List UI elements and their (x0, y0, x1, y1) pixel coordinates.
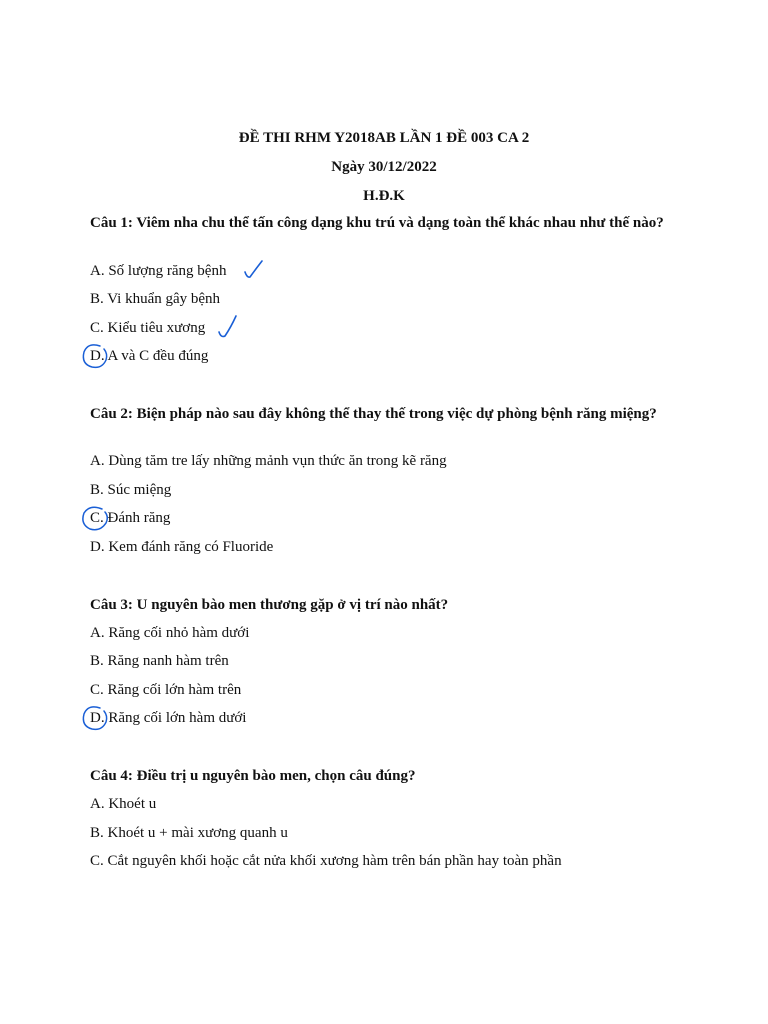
q2-option-d: D. Kem đánh răng có Fluoride (90, 539, 274, 555)
q4-option-b: B. Khoét u + mài xương quanh u (90, 825, 288, 841)
q2-option-c: C. Đánh răng (90, 510, 171, 526)
q3-option-a: A. Răng cối nhỏ hàm dưới (90, 625, 250, 641)
question-1: Câu 1: Viêm nha chu thể tấn công dạng khu trú và dạng toàn thể khác nhau như thế nào? (90, 215, 664, 231)
question-4: Câu 4: Điều trị u nguyên bào men, chọn câu đúng? (90, 768, 416, 784)
q3-option-b: B. Răng nanh hàm trên (90, 653, 229, 669)
check-mark-icon-q1c (214, 312, 242, 342)
q4-option-c: C. Cắt nguyên khối hoặc cắt nửa khối xương hàm trên bán phần hay toàn phần (90, 853, 562, 869)
q1-option-a: A. Số lượng răng bệnh (90, 263, 227, 279)
q3-option-d: D. Răng cối lớn hàm dưới (90, 710, 247, 726)
question-3: Câu 3: U nguyên bào men thương gặp ở vị trí nào nhất? (90, 597, 449, 613)
q3-option-c: C. Răng cối lớn hàm trên (90, 682, 242, 698)
q4-option-a: A. Khoét u (90, 796, 157, 812)
q2-option-b: B. Súc miệng (90, 482, 172, 498)
q1-option-c: C. Kiểu tiêu xương (90, 320, 206, 336)
q1-option-b: B. Vi khuẩn gây bệnh (90, 291, 221, 307)
q1-option-d: D. A và C đều đúng (90, 348, 209, 364)
exam-initials: H.Đ.K (363, 188, 405, 204)
question-2: Câu 2: Biện pháp nào sau đây không thể thay thế trong việc dự phòng bệnh răng miệng? (90, 406, 657, 422)
exam-date: Ngày 30/12/2022 (331, 159, 437, 175)
exam-title: ĐỀ THI RHM Y2018AB LẦN 1 ĐỀ 003 CA 2 (238, 130, 530, 146)
check-mark-icon-q1a (240, 258, 268, 282)
q2-option-a: A. Dùng tăm tre lấy những mảnh vụn thức ăn trong kẽ răng (90, 453, 447, 469)
